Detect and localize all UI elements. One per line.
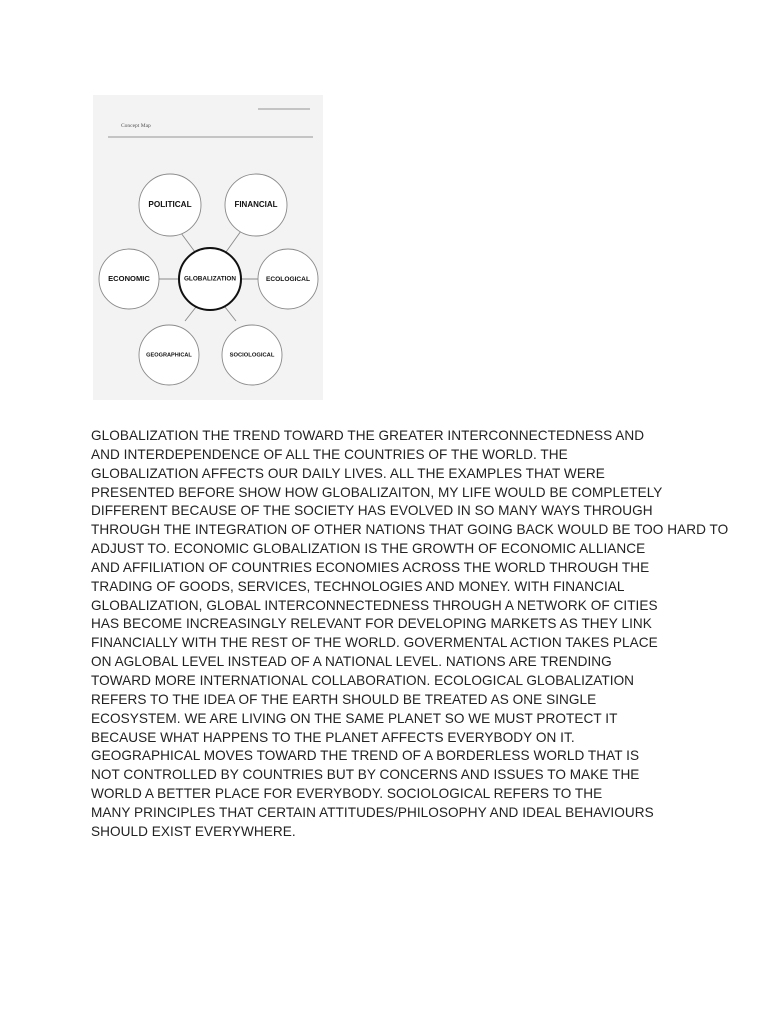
essay-line: HAS BECOME INCREASINGLY RELEVANT FOR DEVELOPING MARKETS AS THEY LINK xyxy=(91,616,652,632)
essay-line: ADJUST TO. ECONOMIC GLOBALIZATION IS THE GROWTH OF ECONOMIC ALLIANCE xyxy=(91,541,646,557)
essay-line: TOWARD MORE INTERNATIONAL COLLABORATION. ECOLOGICAL GLOBALIZATION xyxy=(91,672,635,688)
concept-map-header-label: Concept Map xyxy=(121,123,151,129)
node-economic-label: ECONOMIC xyxy=(108,274,150,283)
essay-line: GEOGRAPHICAL MOVES TOWARD THE TREND OF A BORDERLESS WORLD THAT IS xyxy=(91,748,640,764)
essay-line: BECAUSE WHAT HAPPENS TO THE PLANET AFFECTS EVERYBODY ON IT. xyxy=(91,729,575,745)
essay-line: MANY PRINCIPLES THAT CERTAIN ATTITUDES/PHILOSOPHY AND IDEAL BEHAVIOURS xyxy=(91,804,654,820)
node-globalization-label: GLOBALIZATION xyxy=(183,275,237,283)
essay-line: NOT CONTROLLED BY COUNTRIES BUT BY CONCERNS AND ISSUES TO MAKE THE xyxy=(91,767,640,783)
node-geographical xyxy=(139,325,199,385)
connector-geographical xyxy=(185,307,196,321)
node-sociological-label: SOCIOLOGICAL xyxy=(229,352,275,359)
node-political xyxy=(139,174,201,236)
essay-line: REFERS TO THE IDEA OF THE EARTH SHOULD BE TREATED AS ONE SINGLE xyxy=(91,691,597,707)
essay-line: TRADING OF GOODS, SERVICES, TECHNOLOGIES AND MONEY. WITH FINANCIAL xyxy=(91,578,625,594)
essay-line: THROUGH THE INTEGRATION OF OTHER NATIONS THAT GOING BACK WOULD BE TOO HARD TO xyxy=(91,522,729,538)
node-ecological xyxy=(258,249,318,309)
essay-line: GLOBALIZATION THE TREND TOWARD THE GREATER INTERCONNECTEDNESS AND xyxy=(91,428,645,443)
connector-political xyxy=(181,233,195,252)
node-political-label: POLITICAL xyxy=(148,200,192,210)
essay-line: FINANCIALLY WITH THE REST OF THE WORLD. GOVERMENTAL ACTION TAKES PLACE xyxy=(91,635,658,651)
essay-line: GLOBALIZATION AFFECTS OUR DAILY LIVES. ALL THE EXAMPLES THAT WERE xyxy=(91,465,605,481)
essay-line: ON AGLOBAL LEVEL INSTEAD OF A NATIONAL LEVEL. NATIONS ARE TRENDING xyxy=(91,654,612,670)
essay-line: SHOULD EXIST EVERYWHERE. xyxy=(91,823,296,839)
node-geographical-label: GEOGRAPHICAL xyxy=(146,352,192,359)
node-financial-label: FINANCIAL xyxy=(234,200,278,210)
connector-financial xyxy=(226,231,241,252)
essay-line: WORLD A BETTER PLACE FOR EVERYBODY. SOCIOLOGICAL REFERS TO THE xyxy=(91,786,603,802)
concept-map-image xyxy=(93,95,323,400)
node-sociological xyxy=(222,325,282,385)
essay-line: AND INTERDEPENDENCE OF ALL THE COUNTRIES OF THE WORLD. THE xyxy=(91,446,568,462)
node-economic xyxy=(99,249,159,309)
essay-paragraph xyxy=(91,427,729,842)
node-financial xyxy=(225,174,287,236)
essay-line: AND AFFILIATION OF COUNTRIES ECONOMIES ACROSS THE WORLD THROUGH THE xyxy=(91,559,650,575)
essay-line: GLOBALIZATION, GLOBAL INTERCONNECTEDNESS THROUGH A NETWORK OF CITIES xyxy=(91,597,658,613)
connector-sociological xyxy=(225,307,236,321)
node-globalization xyxy=(179,248,241,310)
essay-line: PRESENTED BEFORE SHOW HOW GLOBALIZAITON, MY LIFE WOULD BE COMPLETELY xyxy=(91,484,663,500)
node-ecological-label: ECOLOGICAL xyxy=(266,275,310,283)
concept-map-diagram xyxy=(93,95,323,400)
essay-line: ECOSYSTEM. WE ARE LIVING ON THE SAME PLANET SO WE MUST PROTECT IT xyxy=(91,710,618,726)
essay-line: DIFFERENT BECAUSE OF THE SOCIETY HAS EVOLVED IN SO MANY WAYS THROUGH xyxy=(91,503,653,519)
